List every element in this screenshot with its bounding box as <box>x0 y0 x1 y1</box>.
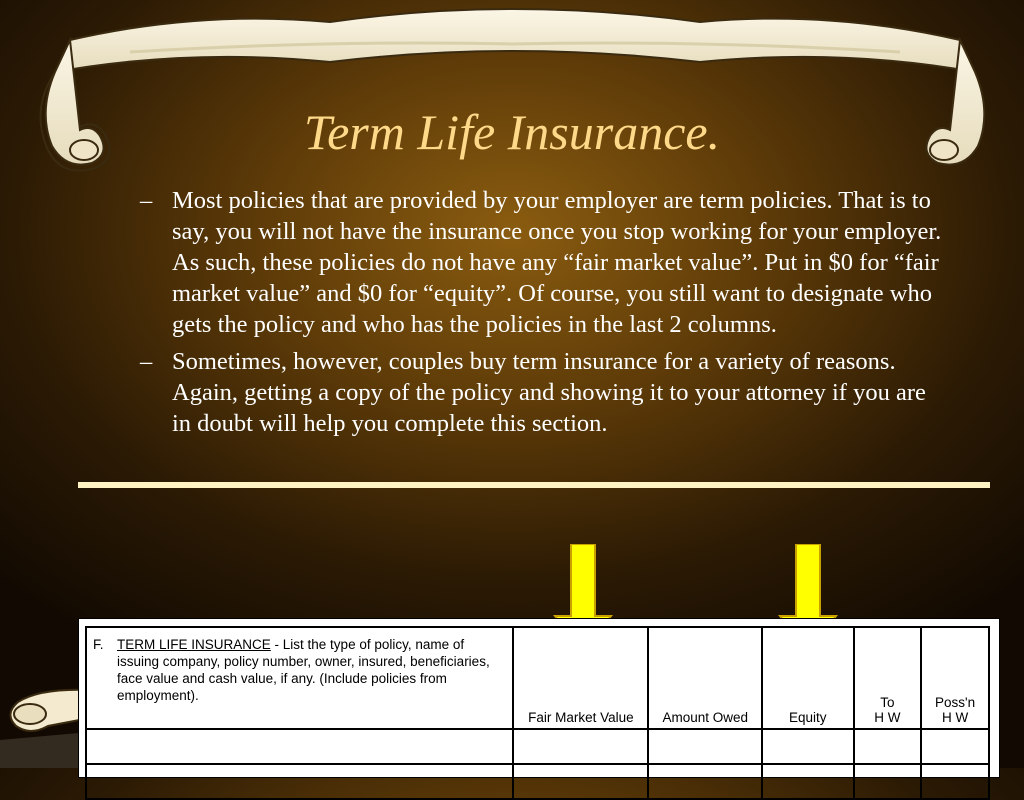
bullet-list <box>140 185 950 445</box>
to-label: To <box>880 695 895 710</box>
table-cell[interactable] <box>648 764 761 799</box>
column-header-possession <box>921 627 989 729</box>
section-letter: F. <box>93 637 104 652</box>
table-cell[interactable] <box>513 764 648 799</box>
bullet-text: Most policies that are provided by your employer are term policies. That is to say, you will not have the insurance once you stop working for your employer. As such, these policies do not have any “fair market value”. Put in $0 for “fair market value” and $0 for “equity”. Of course, you still want to designate who gets the policy and who has the policies in the last 2 columns. <box>172 187 942 338</box>
column-header-amount-owed: Amount Owed <box>648 627 761 729</box>
table-cell[interactable] <box>762 764 854 799</box>
bullet-item <box>140 185 950 340</box>
table-cell[interactable] <box>921 729 989 764</box>
table-cell[interactable] <box>86 729 513 764</box>
term-life-insurance-table <box>85 626 990 800</box>
table-cell[interactable] <box>854 764 922 799</box>
possession-hw-label: H W <box>941 710 969 725</box>
column-header-equity: Equity <box>762 627 854 729</box>
column-header-to <box>854 627 922 729</box>
section-title: TERM LIFE INSURANCE <box>117 637 271 652</box>
table-cell[interactable] <box>854 729 922 764</box>
bullet-dash: – <box>140 187 153 214</box>
divider-line <box>78 482 990 488</box>
possession-label: Poss'n <box>935 695 976 710</box>
scroll-bottom-decoration <box>0 670 90 768</box>
scroll-banner-decoration <box>0 0 1024 200</box>
bullet-text: Sometimes, however, couples buy term insurance for a variety of reasons. Again, getting a copy of the policy and showing it to your attorney if you are in doubt will help you complete this section. <box>172 348 926 437</box>
bullet-item <box>140 346 950 439</box>
table-cell[interactable] <box>921 764 989 799</box>
table-cell[interactable] <box>513 729 648 764</box>
slide-title: Term Life Insurance. <box>303 104 721 160</box>
section-description: - List the type of policy, name of issuing company, policy number, owner, insured, beneficiaries, face value and cash value, if any. (Include policies from employment). <box>117 637 490 703</box>
table-row <box>86 764 989 799</box>
table-header-row <box>86 627 989 729</box>
section-description-cell <box>86 627 513 729</box>
column-header-fair-market-value: Fair Market Value <box>513 627 648 729</box>
bullet-dash: – <box>140 348 153 375</box>
table-cell[interactable] <box>86 764 513 799</box>
form-excerpt <box>78 618 1000 778</box>
table-row <box>86 729 989 764</box>
to-hw-label: H W <box>874 710 901 725</box>
table-cell[interactable] <box>762 729 854 764</box>
table-cell[interactable] <box>648 729 761 764</box>
